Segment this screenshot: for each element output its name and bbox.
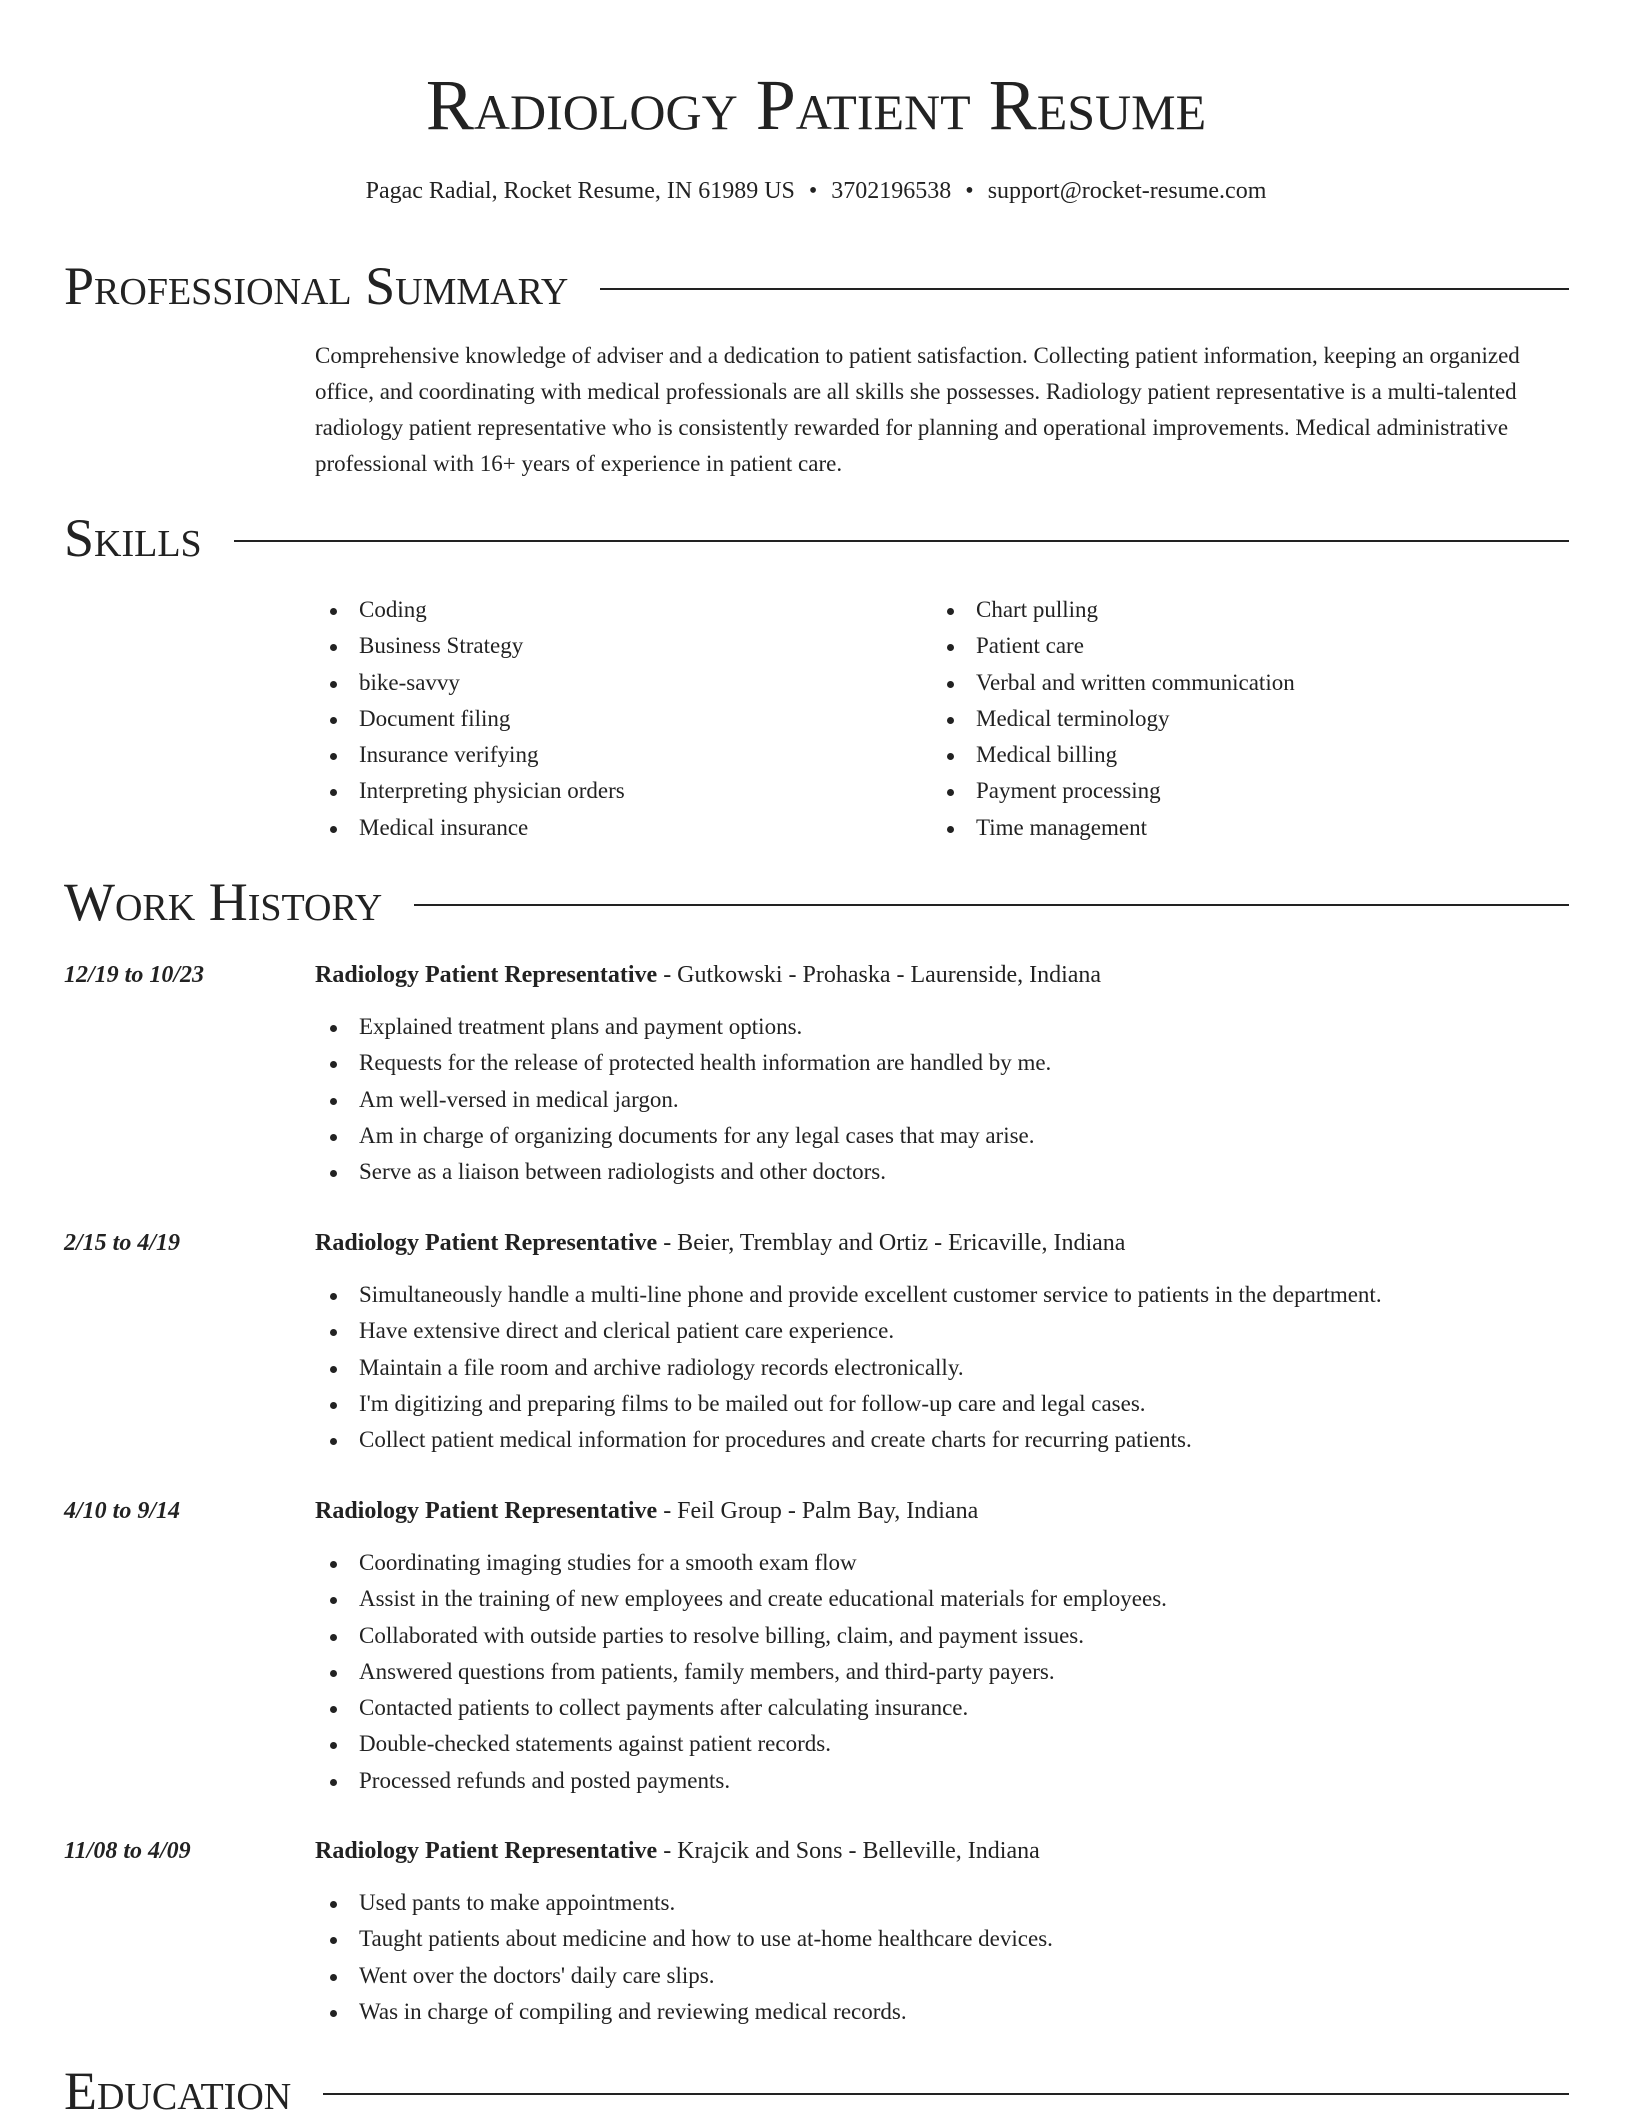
skill-item: Interpreting physician orders (315, 773, 625, 809)
work-bullet: Answered questions from patients, family members, and third-party payers. (315, 1654, 1167, 1690)
work-entry-role: Radiology Patient Representative (315, 1838, 658, 1864)
skill-item: Document filing (315, 701, 625, 737)
work-entry-title (315, 957, 1101, 993)
work-bullet: Used pants to make appointments. (315, 1885, 1053, 1921)
work-bullet: Serve as a liaison between radiologists and other doctors. (315, 1154, 1051, 1190)
contact-phone: 3702196538 (831, 178, 952, 204)
work-bullet: Collect patient medical information for procedures and create charts for recurring patients. (315, 1422, 1382, 1458)
skill-item: Medical terminology (932, 701, 1295, 737)
work-bullet: Explained treatment plans and payment options. (315, 1009, 1051, 1045)
work-entry-employer: - Feil Group - Palm Bay, Indiana (657, 1498, 979, 1524)
section-divider (323, 2093, 1569, 2095)
work-bullet: I'm digitizing and preparing films to be mailed out for follow-up care and legal cases. (315, 1386, 1382, 1422)
work-entry-bullets (315, 1885, 1053, 2030)
work-entry-dates: 11/08 to 4/09 (64, 1838, 191, 1864)
skill-item: Verbal and written communication (932, 665, 1295, 701)
work-bullet: Contacted patients to collect payments after calculating insurance. (315, 1690, 1167, 1726)
summary-text: Comprehensive knowledge of adviser and a dedication to patient satisfaction. Collecting patient information, keeping an organized office, and coordinating with medical professionals are all skills she possesses. Radiology patient representative is a multi-talented radiology patient representative who is consistently rewarded for planning and operational improvements. Medical administrative professional with 16+ years of experience in patient care. (315, 343, 1520, 476)
section-divider (234, 540, 1569, 542)
contact-separator: • (808, 178, 818, 204)
work-entry-bullets (315, 1277, 1382, 1458)
section-title-education: Education (64, 2061, 292, 2121)
skill-item: bike-savvy (315, 665, 625, 701)
work-bullet: Am well-versed in medical jargon. (315, 1082, 1051, 1118)
skills-list-left (315, 592, 625, 846)
work-entry-dates: 4/10 to 9/14 (64, 1498, 181, 1524)
section-divider (600, 288, 1569, 290)
section-divider (414, 904, 1569, 906)
work-entry-role: Radiology Patient Representative (315, 962, 658, 988)
work-entry-title (315, 1225, 1125, 1261)
contact-separator: • (965, 178, 974, 204)
work-entry-dates: 12/19 to 10/23 (64, 962, 205, 988)
work-entry-bullets (315, 1009, 1051, 1190)
skill-item: Patient care (932, 628, 1295, 664)
skill-item: Coding (315, 592, 625, 628)
work-bullet: Processed refunds and posted payments. (315, 1763, 1167, 1799)
work-entry-employer: - Gutkowski - Prohaska - Laurenside, Indiana (657, 962, 1102, 988)
section-header-education (64, 2059, 1569, 2123)
contact-address: Pagac Radial, Rocket Resume, IN 61989 US (365, 178, 795, 204)
work-bullet: Simultaneously handle a multi-line phone and provide excellent customer service to patients in the department. (315, 1277, 1382, 1313)
skill-item: Business Strategy (315, 628, 625, 664)
section-title-work-history: Work History (64, 872, 383, 932)
skill-item: Chart pulling (932, 592, 1295, 628)
work-bullet: Taught patients about medicine and how to use at-home healthcare devices. (315, 1921, 1053, 1957)
work-bullet: Double-checked statements against patient records. (315, 1726, 1167, 1762)
skill-item: Time management (932, 810, 1295, 846)
work-entry-employer: - Krajcik and Sons - Belleville, Indiana (657, 1838, 1040, 1864)
work-bullet: Am in charge of organizing documents for any legal cases that may arise. (315, 1118, 1051, 1154)
work-bullet: Requests for the release of protected health information are handled by me. (315, 1045, 1051, 1081)
work-bullet: Collaborated with outside parties to resolve billing, claim, and payment issues. (315, 1618, 1167, 1654)
work-bullet: Maintain a file room and archive radiology records electronically. (315, 1350, 1382, 1386)
work-bullet: Coordinating imaging studies for a smooth exam flow (315, 1545, 1167, 1581)
work-bullet: Assist in the training of new employees and create educational materials for employees. (315, 1581, 1167, 1617)
work-bullet: Went over the doctors' daily care slips. (315, 1958, 1053, 1994)
skill-item: Medical billing (932, 737, 1295, 773)
work-bullet: Was in charge of compiling and reviewing medical records. (315, 1994, 1053, 2030)
section-header-summary (64, 254, 1569, 318)
skill-item: Medical insurance (315, 810, 625, 846)
skill-item: Payment processing (932, 773, 1295, 809)
work-entry-role: Radiology Patient Representative (315, 1230, 658, 1256)
work-entry-title (315, 1493, 978, 1529)
skills-list-right (932, 592, 1295, 846)
contact-line (0, 174, 1632, 208)
section-title-skills: Skills (64, 508, 202, 568)
work-entry-title (315, 1833, 1040, 1869)
work-entry-bullets (315, 1545, 1167, 1799)
resume-name: Radiology Patient Resume (425, 65, 1207, 145)
skill-item: Insurance verifying (315, 737, 625, 773)
section-header-skills (64, 506, 1569, 570)
work-bullet: Have extensive direct and clerical patient care experience. (315, 1313, 1382, 1349)
section-header-work-history (64, 870, 1569, 934)
contact-email: support@rocket-resume.com (987, 178, 1267, 204)
section-title-summary: Professional Summary (64, 256, 569, 316)
work-entry-employer: - Beier, Tremblay and Ortiz - Ericaville, Indiana (657, 1230, 1126, 1256)
work-entry-role: Radiology Patient Representative (315, 1498, 658, 1524)
work-entry-dates: 2/15 to 4/19 (64, 1230, 181, 1256)
